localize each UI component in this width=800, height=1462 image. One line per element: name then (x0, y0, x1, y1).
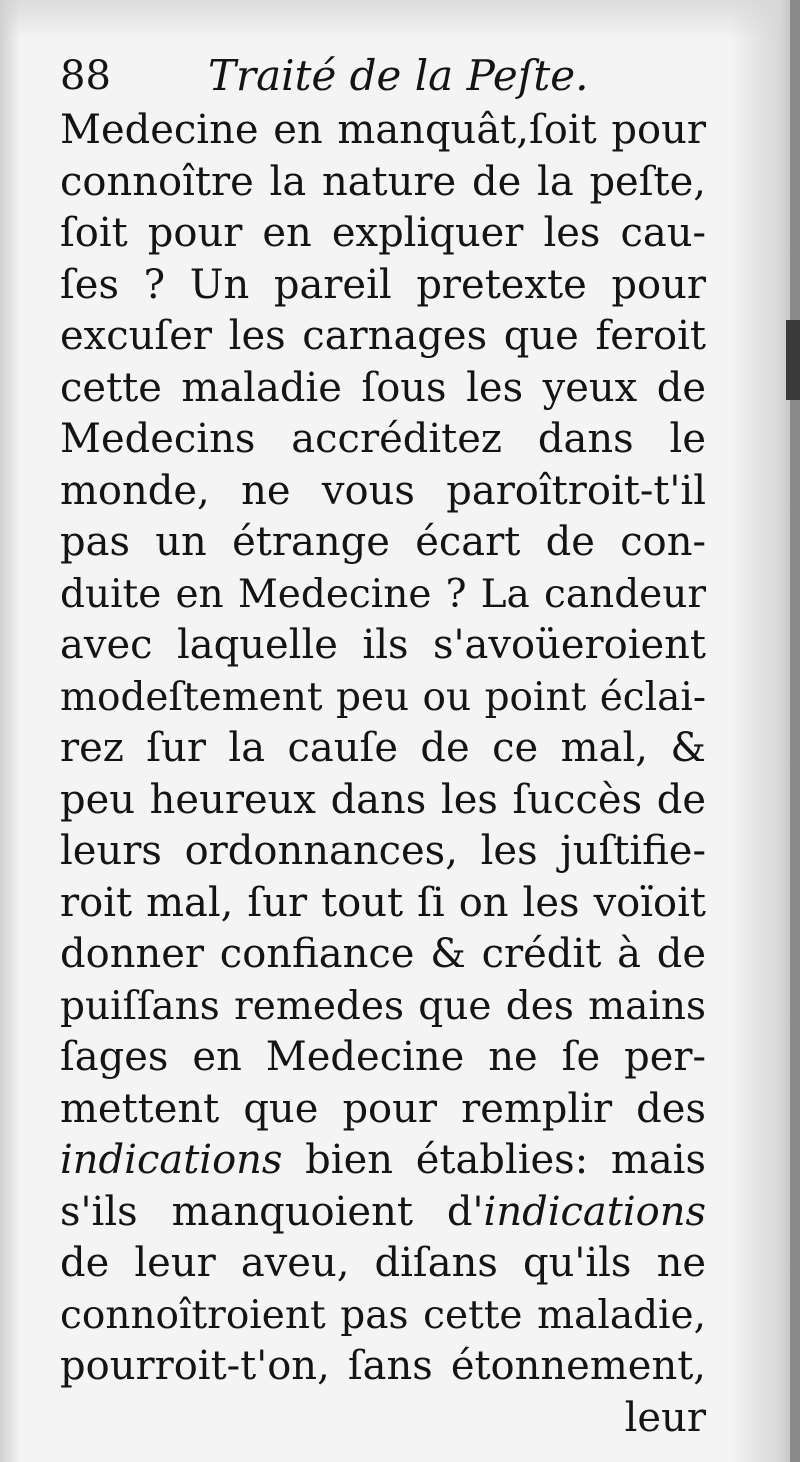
running-title: Traité de la Peſte. (208, 51, 589, 100)
text-line: rez ſur la cauſe de ce mal, & (60, 725, 706, 771)
text-line: ſoit pour en expliquer les cau- (60, 210, 706, 256)
text-line (60, 1135, 706, 1187)
page-edge (790, 0, 800, 1462)
text-line: connoître la nature de la peſte, (60, 158, 706, 205)
page-header (60, 46, 710, 106)
italic-term: indications (483, 1188, 706, 1235)
page-shadow-top (0, 0, 800, 40)
page-edge-notch (786, 320, 800, 400)
text-line: cette maladie ſous les yeux de (60, 364, 706, 411)
text-line: excuſer les carnages que feroit (60, 313, 706, 359)
text-line: roit mal, ſur tout ſi on les voïoit (60, 879, 706, 926)
text-line: donner confiance & crédit à de (60, 931, 706, 977)
catchword: leur (624, 1394, 706, 1441)
text-line: modeſtement peu ou point éclai- (60, 674, 706, 720)
text-line: connoîtroient pas cette maladie, (60, 1292, 706, 1338)
body-text (60, 105, 706, 1444)
text-line: pourroit-t'on, ſans étonnement, (60, 1343, 706, 1389)
text-fragment: bien établies: mais (282, 1137, 706, 1183)
text-fragment: s'ils manquoient d' (60, 1188, 484, 1235)
text-line: puiſſans remedes que des mains (60, 983, 706, 1029)
text-line: pas un étrange écart de con- (60, 519, 706, 565)
text-line: leurs ordonnances, les juſtifie- (60, 828, 706, 874)
italic-term: indications (60, 1137, 283, 1183)
text-line: de leur aveu, diſans qu'ils ne (60, 1240, 706, 1286)
text-line: avec laquelle ils s'avoüeroient (60, 622, 706, 668)
text-line: peu heureux dans les ſuccès de (60, 776, 706, 823)
page-number: 88 (60, 53, 111, 99)
text-line: Medecins accréditez dans le (60, 416, 706, 462)
text-line: Medecine en manquât,ſoit pour (60, 107, 706, 153)
text-line (60, 1187, 706, 1239)
text-line: ſes ? Un pareil pretexte pour (60, 261, 706, 308)
text-line: duite en Medecine ? La candeur (60, 571, 706, 617)
text-line: mettent que pour remplir des (60, 1085, 706, 1132)
page-shadow-left (0, 0, 20, 1462)
text-line: monde, ne vous paroîtroit-t'il (60, 467, 706, 514)
text-line: ſages en Medecine ne ſe per- (60, 1034, 706, 1080)
